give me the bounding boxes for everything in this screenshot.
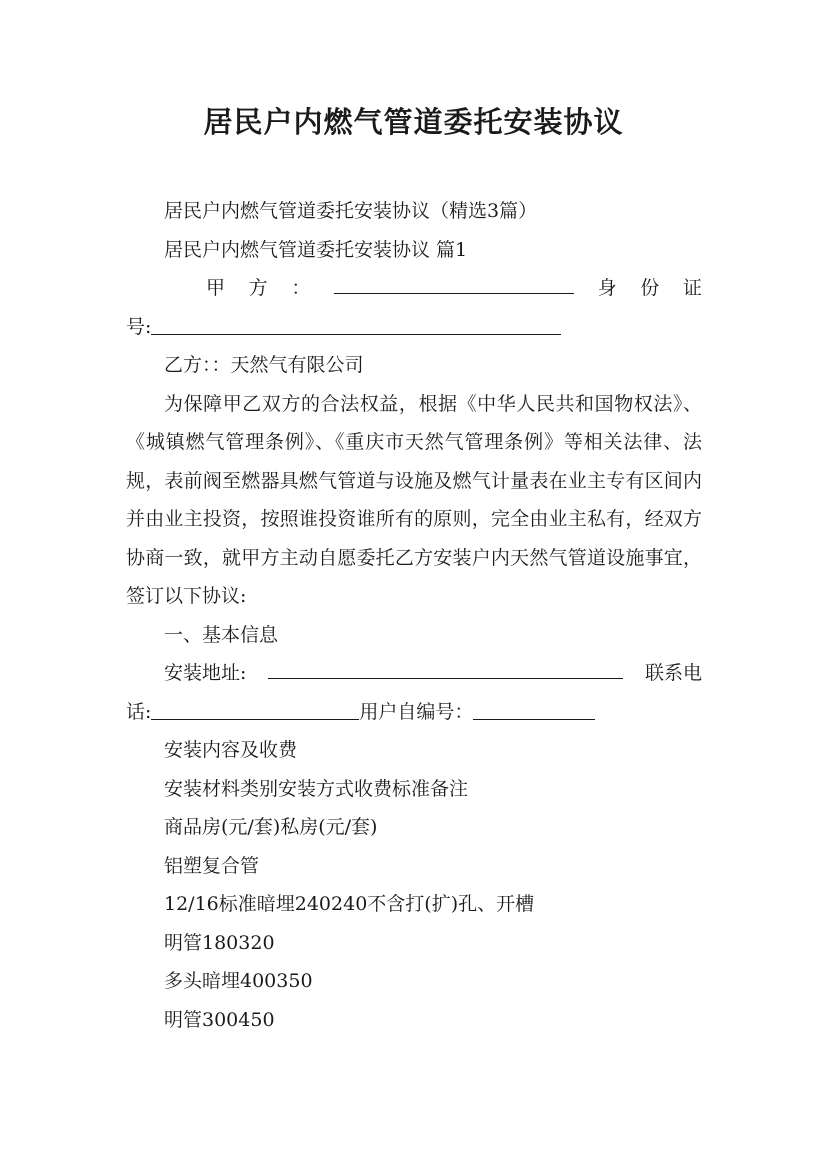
intro-paragraph: 为保障甲乙双方的合法权益，根据《中华人民共和国物权法》、《城镇燃气管理条例》、《重庆市天然气管理条例》等相关法律、法规，表前阀至燃器具燃气管道与设施及燃气计量表在业主专有区间内并由业主投资，按照谁投资谁所有的原则，完全由业主私有，经双方协商一致，就甲方主动自愿委托乙方安装户内天然气管道设施事宜，签订以下协议:	[126, 392, 702, 607]
document-title: 居民户内燃气管道委托安装协议	[203, 105, 624, 139]
subtitle-line: 居民户内燃气管道委托安装协议（精选3篇）	[164, 200, 538, 222]
table-header-line: 安装材料类别安装方式收费标准备注	[164, 777, 469, 800]
contact-phone-label-cont: 话:	[126, 700, 152, 723]
chapter-heading: 居民户内燃气管道委托安装协议 篇1	[164, 238, 468, 261]
id-char-2: 份	[640, 277, 660, 299]
party-a-line	[126, 269, 702, 308]
material-line: 铝塑复合管	[164, 854, 260, 877]
party-a-blank[interactable]	[334, 274, 574, 294]
fee-row-3: 多头暗埋400350	[164, 970, 313, 992]
phone-user-line	[126, 693, 702, 732]
party-a-char-3: ：	[291, 277, 311, 299]
id-number-blank[interactable]	[151, 315, 561, 335]
section-heading-basic-info: 一、基本信息	[164, 623, 279, 646]
id-number-line	[126, 308, 702, 347]
id-char-1: 身	[597, 277, 617, 299]
id-number-label: 号:	[126, 315, 152, 338]
contact-phone-blank[interactable]	[151, 700, 359, 720]
party-a-char-2: 方	[248, 277, 268, 299]
document-body	[126, 192, 702, 1039]
fee-row-4: 明管300450	[164, 1008, 275, 1031]
fee-row-1: 12/16标准暗埋240240不含打(扩)孔、开槽	[164, 893, 535, 915]
user-number-blank[interactable]	[473, 700, 595, 720]
install-address-line	[126, 654, 702, 693]
id-char-3: 证	[682, 277, 702, 299]
party-a-char-1: 甲	[206, 277, 226, 299]
user-number-label: 用户自编号：	[359, 700, 474, 723]
fee-row-2: 明管180320	[164, 931, 275, 954]
content-fee-heading: 安装内容及收费	[164, 739, 298, 761]
contact-phone-label: 联系电	[644, 662, 702, 684]
install-address-blank[interactable]	[268, 659, 623, 679]
table-subheader-line: 商品房(元/套)私房(元/套)	[164, 816, 378, 838]
install-address-label: 安装地址:	[164, 662, 247, 684]
party-b-line: 乙方：：天然气有限公司	[164, 354, 364, 376]
